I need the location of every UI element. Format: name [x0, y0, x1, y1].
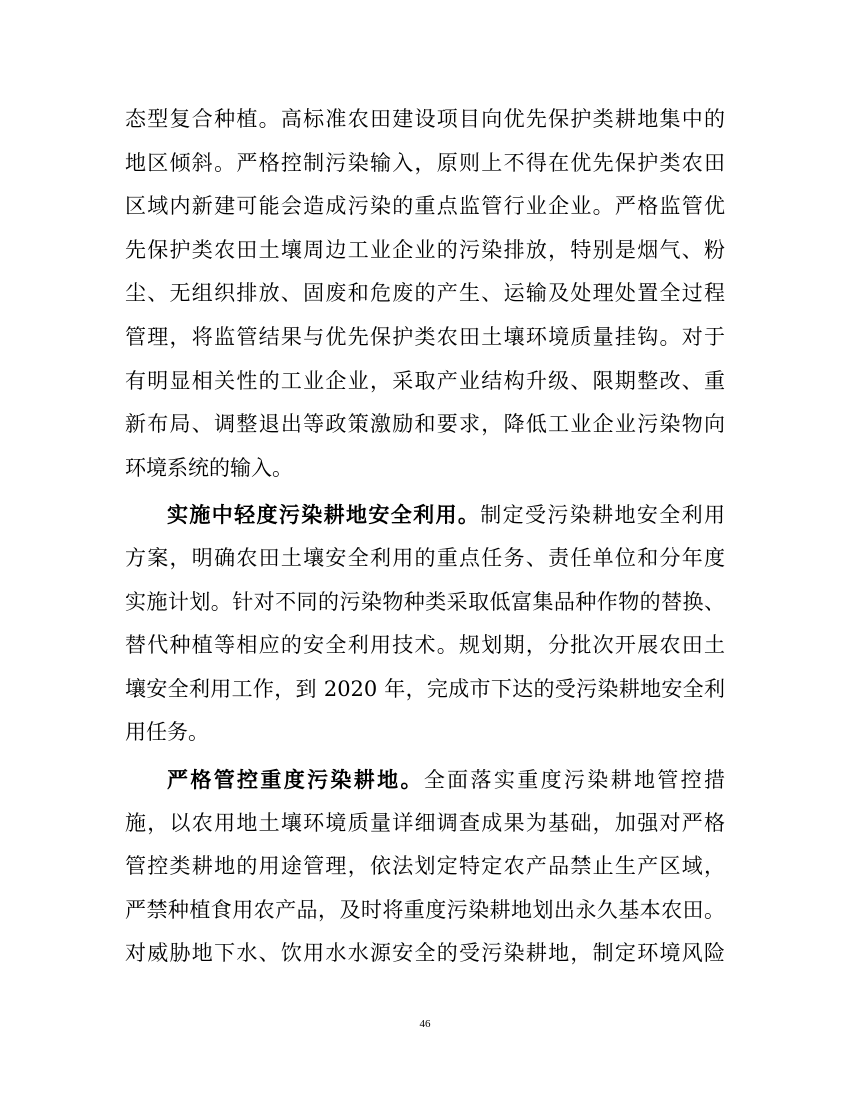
- text-line: 环境系统的输入。: [125, 455, 293, 480]
- text-line: 替代种植等相应的安全利用技术。规划期，分批次开展农田土: [125, 633, 725, 658]
- heading-continuation: 制定受污染耕地安全利用: [480, 503, 725, 528]
- text-line: 区域内新建可能会造成污染的重点监管行业企业。严格监管优: [125, 194, 725, 219]
- text-line: 施，以农用地土壤环境质量详细调查成果为基础，加强对严格: [125, 810, 725, 835]
- text-line: 尘、无组织排放、固废和危废的产生、运输及处理处置全过程: [125, 281, 725, 306]
- text-line: 有明显相关性的工业企业，采取产业结构升级、限期整改、重: [125, 368, 725, 393]
- text-line: 管理，将监管结果与优先保护类农田土壤环境质量挂钩。对于: [125, 324, 725, 349]
- paragraph-heading: 严格管控重度污染耕地。: [167, 766, 424, 792]
- paragraph-priority-protection: [125, 98, 725, 490]
- text-line: 管控类耕地的用途管理，依法划定特定农产品禁止生产区域，: [125, 854, 725, 879]
- text-line: 方案，明确农田土壤安全利用的重点任务、责任单位和分年度: [125, 545, 725, 570]
- page-number: 46: [419, 1018, 431, 1030]
- text-line: 新布局、调整退出等政策激励和要求，降低工业企业污染物向: [125, 412, 725, 437]
- paragraph-strict-control: [125, 758, 725, 976]
- paragraph-heading: 实施中轻度污染耕地安全利用。: [167, 502, 481, 528]
- body-text: [125, 98, 725, 976]
- text-line: 先保护类农田土壤周边工业企业的污染排放，特别是烟气、粉: [125, 237, 725, 262]
- heading-continuation: 全面落实重度污染耕地管控措: [423, 767, 725, 792]
- text-line: 壤安全利用工作，到 2020 年，完成市下达的受污染耕地安全利: [125, 676, 725, 701]
- text-line: 严禁种植食用农产品，及时将重度污染耕地划出永久基本农田。: [125, 897, 725, 922]
- text-line: 态型复合种植。高标准农田建设项目向优先保护类耕地集中的: [125, 107, 725, 131]
- text-line: 实施计划。针对不同的污染物种类采取低富集品种作物的替换、: [125, 589, 725, 614]
- paragraph-safe-utilization: [125, 493, 725, 755]
- text-line: 用任务。: [125, 720, 209, 745]
- text-line: 对威胁地下水、饮用水水源安全的受污染耕地，制定环境风险: [125, 941, 725, 966]
- text-line: [125, 493, 725, 537]
- text-line: 地区倾斜。严格控制污染输入，原则上不得在优先保护类农田: [125, 150, 725, 175]
- text-line: [125, 758, 725, 802]
